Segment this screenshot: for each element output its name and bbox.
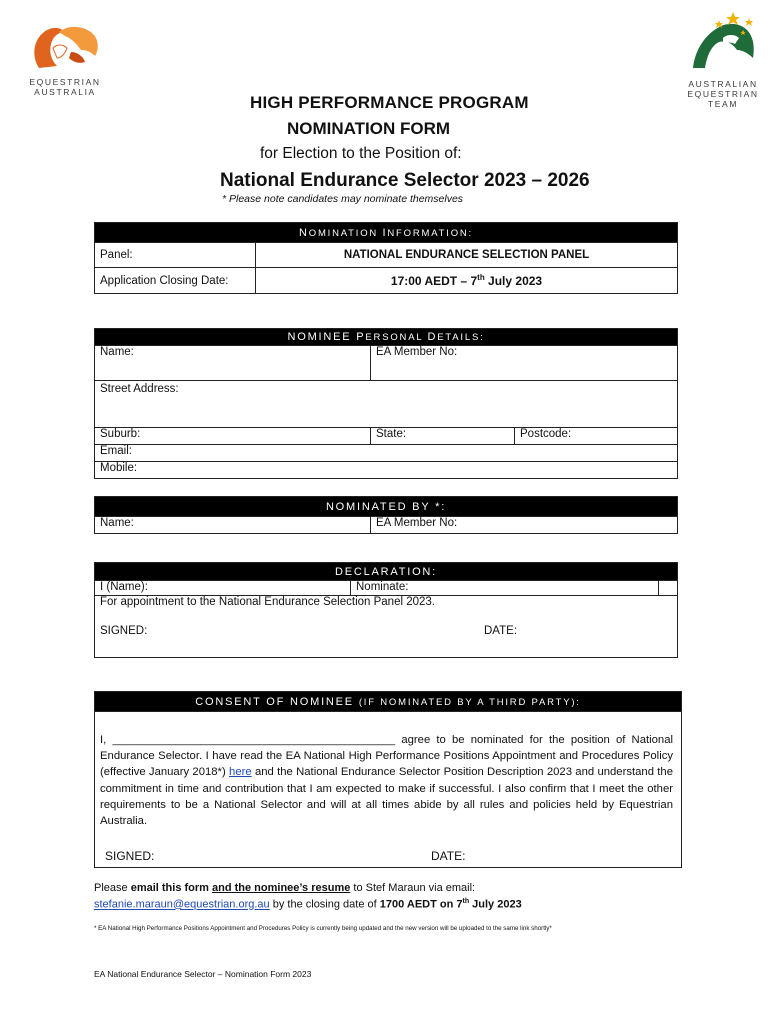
- consent-signed-field[interactable]: SIGNED:: [105, 849, 155, 863]
- consent-heading: CONSENT OF NOMINEE (IF NOMINATED BY A THIRD PARTY):: [95, 692, 682, 712]
- contact-email-link[interactable]: stefanie.maraun@equestrian.org.au: [94, 898, 270, 911]
- declaration-signed-field[interactable]: SIGNED:: [100, 625, 148, 637]
- form-title-line2: NOMINATION FORM: [287, 119, 451, 138]
- declarant-name-field[interactable]: I (Name):: [95, 581, 351, 596]
- submission-instructions-line1: Please email this form and the nominee’s resume to Stef Maraun via email:: [94, 882, 476, 894]
- declaration-table: [94, 562, 678, 658]
- email-field[interactable]: Email:: [95, 445, 678, 462]
- logo-text-line1: EQUESTRIAN: [29, 77, 101, 87]
- page-footer: EA National Endurance Selector – Nomination Form 2023: [94, 969, 312, 979]
- consent-date-field[interactable]: DATE:: [431, 849, 466, 863]
- declaration-date-field[interactable]: DATE:: [484, 625, 518, 637]
- nominated-by-heading: NOMINATED BY *:: [95, 497, 678, 517]
- team-horse-icon: [683, 8, 763, 74]
- form-title-line1: HIGH PERFORMANCE PROGRAM: [250, 93, 529, 112]
- horse-head-icon: [25, 22, 105, 72]
- nominator-name-field[interactable]: Name:: [95, 517, 371, 534]
- nominee-name-field[interactable]: Name:: [95, 346, 371, 381]
- personal-details-table: [94, 328, 678, 479]
- nomination-info-heading: NOMINATION INFORMATION:: [95, 223, 678, 243]
- self-nomination-note: * Please note candidates may nominate themselves: [222, 193, 464, 205]
- nominator-member-no-field[interactable]: EA Member No:: [371, 517, 678, 534]
- policy-link[interactable]: here: [229, 766, 252, 779]
- nomination-info-table: [94, 222, 678, 294]
- nominee-member-no-field[interactable]: EA Member No:: [371, 346, 678, 381]
- equestrian-australia-logo: [25, 22, 105, 100]
- consent-paragraph: I, _____________________________________________ agree to be nominated for the position of National Endurance Selector. I have read the EA National High Performance Positions Appointment and Procedures Policy (effective January 2018*) here and the National Endurance Selector Position Description 2023 and understand the commitment in time and contribution that I am expected to make if successful. I also confirm that I meet the other requirements to be a National Selector and will at all times abide by all rules and policies held by Equestrian Australia.: [100, 734, 673, 828]
- panel-label: Panel:: [95, 243, 256, 268]
- australian-equestrian-team-logo: [683, 8, 763, 118]
- closing-date-label: Application Closing Date:: [95, 268, 256, 294]
- declaration-heading: DECLARATION:: [95, 563, 678, 581]
- suburb-field[interactable]: Suburb:: [95, 428, 371, 445]
- form-subtitle: for Election to the Position of:: [260, 145, 462, 162]
- policy-footnote: * EA National High Performance Positions Appointment and Procedures Policy is currently being updated and the new version will be uploaded to the same link shortly*: [94, 925, 552, 932]
- postcode-field[interactable]: Postcode:: [515, 428, 678, 445]
- consent-table: [94, 691, 682, 868]
- panel-value: NATIONAL ENDURANCE SELECTION PANEL: [256, 243, 678, 268]
- team-logo-text-line2: EQUESTRIAN: [687, 89, 759, 99]
- position-title: National Endurance Selector 2023 – 2026: [220, 170, 590, 191]
- state-field[interactable]: State:: [371, 428, 515, 445]
- team-logo-text-line1: AUSTRALIAN: [688, 79, 758, 89]
- declaration-body: [95, 596, 678, 658]
- closing-date-value: 17:00 AEDT – 7th July 2023: [256, 268, 678, 294]
- mobile-field[interactable]: Mobile:: [95, 462, 678, 479]
- appointment-text: For appointment to the National Endurance Selection Panel 2023.: [100, 596, 435, 608]
- street-address-field[interactable]: Street Address:: [95, 381, 678, 428]
- nominate-field[interactable]: Nominate:: [351, 581, 659, 596]
- personal-details-heading: NOMINEE PERSONAL DETAILS:: [95, 329, 678, 346]
- logo-text-line2: AUSTRALIA: [34, 87, 96, 97]
- team-logo-text-line3: TEAM: [707, 99, 738, 109]
- consent-body: [95, 712, 682, 868]
- submission-instructions-line2: stefanie.maraun@equestrian.org.au by the closing date of 1700 AEDT on 7th July 2023: [94, 898, 522, 911]
- nominated-by-table: [94, 496, 678, 534]
